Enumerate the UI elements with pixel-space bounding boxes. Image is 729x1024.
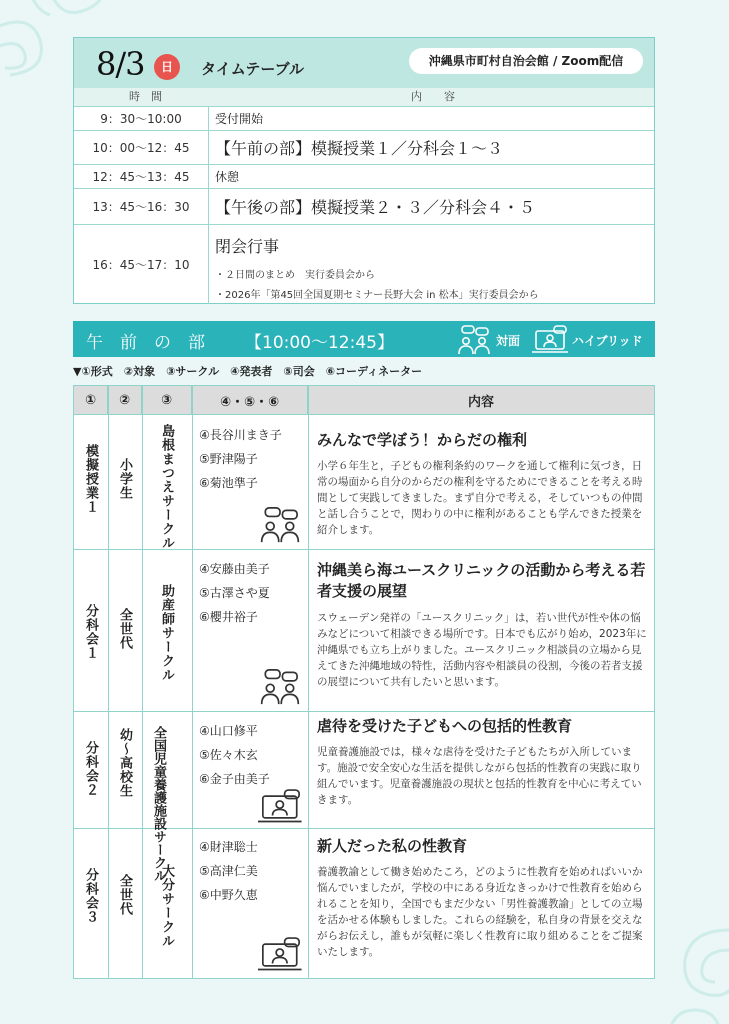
hybrid-icon bbox=[258, 936, 304, 974]
row-note: ・２日間のまとめ 実行委員会から bbox=[215, 270, 375, 281]
moderator: ⑤野津陽子 bbox=[199, 452, 258, 466]
row-target: 幼〜高校生 bbox=[117, 728, 132, 798]
timetable-row bbox=[74, 189, 654, 225]
timetable bbox=[73, 37, 655, 304]
row-content: 閉会行事 bbox=[215, 237, 280, 256]
meeting-icon bbox=[456, 325, 492, 355]
timetable-row bbox=[74, 107, 654, 131]
mode-hybrid: ハイブリッド bbox=[572, 334, 643, 348]
coordinator: ⑥金子由美子 bbox=[199, 772, 270, 786]
row-time: 12：45〜13：45 bbox=[74, 165, 209, 188]
session-label: 午 前 の 部 bbox=[86, 333, 205, 353]
header-content: 内容 bbox=[308, 386, 654, 414]
row-format: 分科会１ bbox=[83, 604, 98, 660]
row-target: 全世代 bbox=[117, 874, 132, 916]
program-description: 児童養護施設では，様々な虐待を受けた子どもたちが入所しています。施設で安全安心な生活を提供しながら包括的性教育の実践に取り組んでいます。児童養護施設の現状と包括的性教育を中心に考えていきます。 bbox=[317, 746, 642, 806]
row-time: 16：45〜17：10 bbox=[74, 225, 209, 304]
col-time: 時 間 bbox=[129, 90, 162, 103]
program-title: 新人だった私の性教育 bbox=[317, 837, 468, 855]
timetable-header bbox=[74, 38, 654, 88]
row-time: 9：30〜10:00 bbox=[74, 107, 209, 130]
row-divider bbox=[74, 711, 654, 712]
timetable-row bbox=[74, 225, 654, 304]
mode-in-person: 対面 bbox=[496, 334, 521, 348]
coordinator: ⑥菊池準子 bbox=[199, 476, 258, 490]
timetable-row bbox=[74, 131, 654, 165]
row-circle: 島根まつえサークル bbox=[159, 424, 174, 550]
presenter: ④財津聡士 bbox=[199, 840, 258, 854]
row-content: 休憩 bbox=[215, 170, 240, 184]
row-content: 受付開始 bbox=[215, 112, 264, 126]
moderator: ⑤高津仁美 bbox=[199, 864, 258, 878]
program-title: 沖縄美ら海ユースクリニックの活動から考える若者支援の展望 bbox=[317, 561, 646, 600]
row-circle: 全国児童養護施設サークル bbox=[151, 726, 166, 882]
program-description: 養護教諭として働き始めたころ，どのように性教育を始めればいいか悩んでいましたが，学校の中にある身近なきっかけで性教育を始められることを知り，全国でもまだ少ない「男性養護教諭」としての立場を活かせる体験もしました。これらの経験を，私自身の背景を交えながらお伝えし，誰もが気軽に楽しく性教育に取り組めることをご提案いたします。 bbox=[317, 866, 643, 958]
row-format: 模擬授業１ bbox=[83, 444, 98, 514]
session-time: 【10:00〜12:45】 bbox=[245, 333, 394, 353]
hybrid-icon bbox=[258, 788, 304, 826]
program-description: 小学６年生と，子どもの権利条約のワークを通して権利に気づき，日常の場面から自分のからだの権利を守るためにできることを考える時間として実践してきました。まず自分で考える，そしていつもの仲間と話し合うことで，関わりの中に権利があることも学んできた授業を紹介します。 bbox=[317, 460, 643, 536]
row-target: 全世代 bbox=[117, 608, 132, 650]
presenter: ④山口修平 bbox=[199, 724, 258, 738]
presenter: ④長谷川まき子 bbox=[199, 428, 282, 442]
session-banner bbox=[73, 321, 655, 357]
row-target: 小学生 bbox=[117, 458, 132, 500]
venue-pill: 沖縄県市町村自治会館 / Zoom配信 bbox=[409, 48, 643, 74]
header-circle: ③ bbox=[142, 386, 192, 414]
row-time: 10：00〜12：45 bbox=[74, 131, 209, 164]
row-content: 【午前の部】模擬授業１／分科会１〜３ bbox=[215, 139, 504, 158]
col-divider bbox=[192, 386, 193, 978]
row-divider bbox=[74, 414, 654, 415]
timetable-row bbox=[74, 165, 654, 189]
day-badge: 日 bbox=[154, 54, 180, 80]
row-format: 分科会２ bbox=[83, 741, 98, 797]
row-content: 【午後の部】模擬授業２・３／分科会４・５ bbox=[215, 198, 536, 217]
col-divider bbox=[142, 386, 143, 978]
moderator: ⑤古澤さや夏 bbox=[199, 586, 270, 600]
coordinator: ⑥中野久恵 bbox=[199, 888, 258, 902]
meeting-icon bbox=[258, 506, 302, 544]
row-note: ・2026年「第45回全国夏期セミナー長野大会 in 松本」実行委員会から bbox=[215, 290, 539, 301]
row-time: 13：45〜16：30 bbox=[74, 189, 209, 224]
moderator: ⑤佐々木玄 bbox=[199, 748, 258, 762]
header-format: ① bbox=[74, 386, 108, 414]
program-title: みんなで学ぼう！からだの権利 bbox=[317, 431, 528, 449]
row-circle: 助産師サークル bbox=[159, 584, 174, 682]
coordinator: ⑥櫻井裕子 bbox=[199, 610, 258, 624]
program-description: スウェーデン発祥の「ユースクリニック」は，若い世代が性や体の悩みなどについて相談できる場所です。日本でも広がり始め，2023年に沖縄県でも立ち上がりました。ユースクリニック相談員の立場から見えてきた沖縄地域の特性，活動内容や相談員の役割，今後の若者支援の展望について共有したいと思います。 bbox=[317, 612, 647, 688]
col-divider bbox=[108, 386, 109, 978]
meeting-icon bbox=[258, 668, 302, 706]
event-date: 8/3 bbox=[96, 45, 145, 83]
col-content: 内 容 bbox=[411, 90, 455, 103]
column-legend: ▼①形式 ②対象 ③サークル ④発表者 ⑤司会 ⑥コーディネーター bbox=[73, 365, 423, 378]
session-table bbox=[73, 385, 655, 979]
col-divider bbox=[308, 386, 309, 978]
program-title: 虐待を受けた子どもへの包括的性教育 bbox=[317, 717, 573, 735]
header-target: ② bbox=[108, 386, 142, 414]
hybrid-icon bbox=[532, 325, 570, 355]
timetable-column-headers bbox=[74, 88, 654, 107]
header-people: ④・⑤・⑥ bbox=[192, 386, 308, 414]
row-circle: 大分サークル bbox=[159, 864, 174, 948]
presenter: ④安藤由美子 bbox=[199, 562, 270, 576]
row-format: 分科会３ bbox=[83, 868, 98, 924]
timetable-title: タイムテーブル bbox=[201, 60, 305, 78]
corner-swirl-bottom-right bbox=[650, 900, 729, 1024]
